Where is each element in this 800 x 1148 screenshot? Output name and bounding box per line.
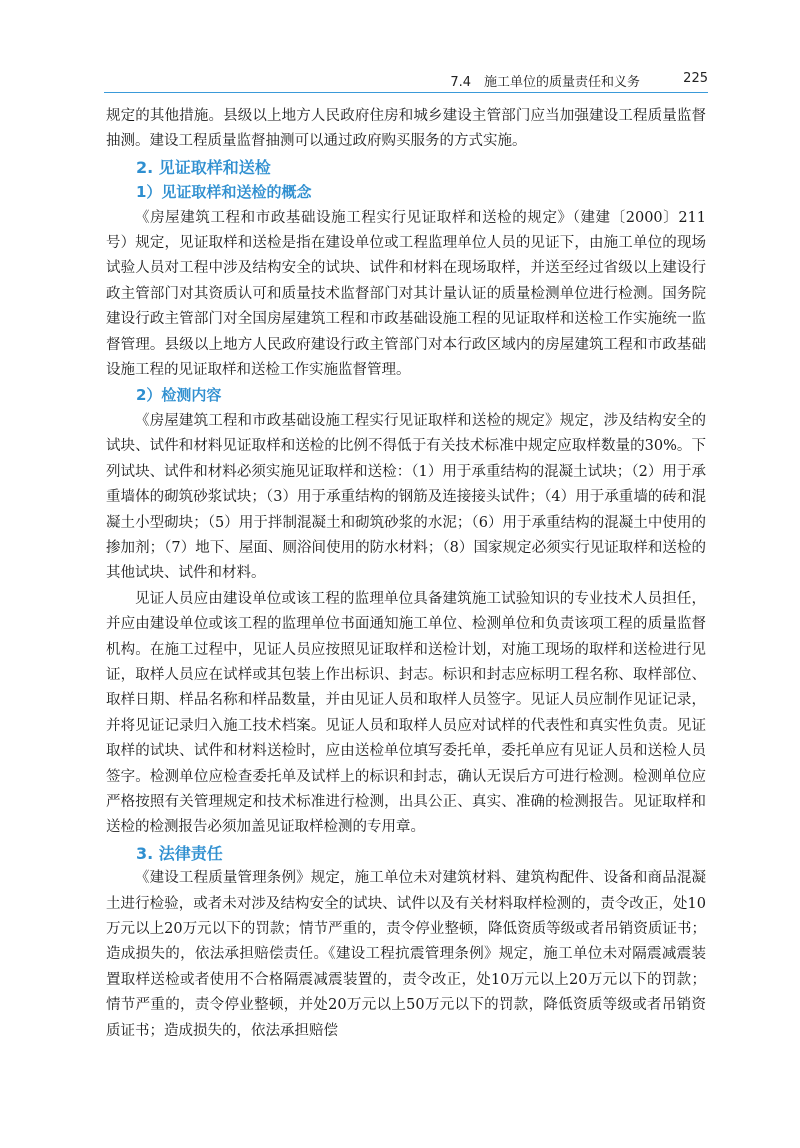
paragraph-witness-personnel: 见证人员应由建设单位或该工程的监理单位具备建筑施工试验知识的专业技术人员担任，并应由建设单位或该工程的监理单位书面通知施工单位、检测单位和负责该项工程的质量监督机构。在施工过程中，见证人员应按照见证取样和送检计划，对施工现场的取样和送检进行见证，取样人员应在试样或其包装上作出标识、封志。标识和封志应标明工程名称、取样部位、取样日期、样品名称和样品数量，并由见证人员和取样人员签字。见证人员应制作见证记录，并将见证记录归入施工技术档案。见证人员和取样人员应对试样的代表性和真实性负责。见证取样的试块、试件和材料送检时，应由送检单位填写委托单，委托单应有见证人员和送检人员签字。检测单位应检查委托单及试样上的标识和封志，确认无误后方可进行检测。检测单位应严格按照有关管理规定和技术标准进行检测，出具公正、真实、准确的检测报告。见证取样和送检的检测报告必须加盖见证取样检测的专用章。 xyxy=(106,590,706,836)
heading-concept: 1）见证取样和送检的概念 xyxy=(136,183,312,202)
page-number: 225 xyxy=(683,71,708,86)
body-text xyxy=(106,104,706,1044)
paragraph-test-content: 《房屋建筑工程和市政基础设施工程实行见证取样和送检的规定》规定，涉及结构安全的试块、试件和材料见证取样和送检的比例不得低于有关技术标准中规定应取样数量的30%。下列试块、试件和材料必须实施见证取样和送检：（1）用于承重结构的混凝土试块；（2）用于承重墙体的砌筑砂浆试块；（3）用于承重结构的钢筋及连接接头试件；（4）用于承重墙的砖和混凝土小型砌块；（5）用于拌制混凝土和砌筑砂浆的水泥；（6）用于承重结构的混凝土中使用的掺加剂；（7）地下、屋面、厕浴间使用的防水材料；（8）国家规定必须实行见证取样和送检的其他试块、试件和材料。 xyxy=(106,412,706,582)
heading-witness-sampling: 2. 见证取样和送检 xyxy=(136,157,271,177)
paragraph-legal-liability: 《建设工程质量管理条例》规定，施工单位未对建筑材料、建筑构配件、设备和商品混凝土进行检验，或者未对涉及结构安全的试块、试件以及有关材料取样检测的，责令改正，处10万元以上20万元以下的罚款；情节严重的，责令停业整顿，降低资质等级或者吊销资质证书；造成损失的，依法承担赔偿责任。《建设工程抗震管理条例》规定，施工单位未对隔震减震装置取样送检或者使用不合格隔震减震装置的，责令改正，处10万元以上20万元以下的罚款；情节严重的，责令停业整顿，并处20万元以上50万元以下的罚款，降低资质等级或者吊销资质证书；造成损失的，依法承担赔偿 xyxy=(106,870,706,1039)
heading-legal-liability: 3. 法律责任 xyxy=(136,843,223,863)
running-header xyxy=(104,68,708,93)
paragraph-continued: 规定的其他措施。县级以上地方人民政府住房和城乡建设主管部门应当加强建设工程质量监督抽测。建设工程质量监督抽测可以通过政府购买服务的方式实施。 xyxy=(106,108,706,150)
paragraph-concept: 《房屋建筑工程和市政基础设施工程实行见证取样和送检的规定》（建建〔2000〕211号）规定，见证取样和送检是指在建设单位或工程监理单位人员的见证下，由施工单位的现场试验人员对工程中涉及结构安全的试块、试件和材料在现场取样，并送至经过省级以上建设行政主管部门对其资质认可和质量技术监督部门对其计量认证的质量检测单位进行检测。国务院建设行政主管部门对全国房屋建筑工程和市政基础设施工程的见证取样和送检工作实施统一监督管理。县级以上地方人民政府建设行政主管部门对本行政区域内的房屋建筑工程和市政基础设施工程的见证取样和送检工作实施监督管理。 xyxy=(106,209,706,379)
heading-test-content: 2）检测内容 xyxy=(136,386,222,405)
section-title: 7.4 施工单位的质量责任和义务 xyxy=(450,75,640,90)
